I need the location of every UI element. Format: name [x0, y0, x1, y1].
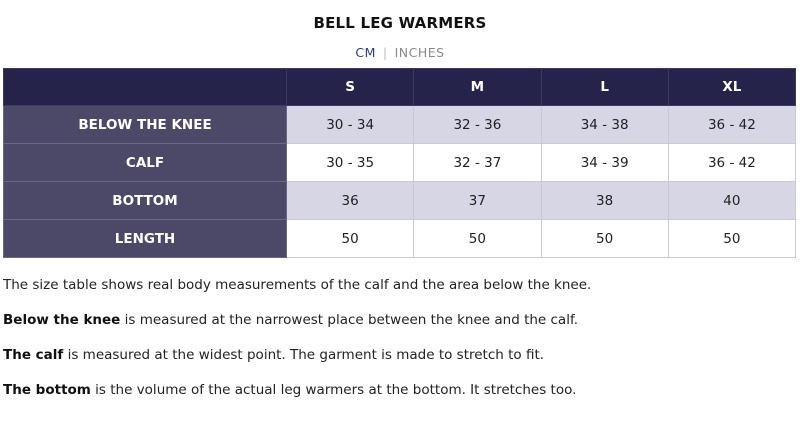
size-notes — [3, 276, 793, 416]
header-size-s: S — [287, 69, 414, 106]
unit-toggle — [0, 45, 800, 60]
table-cell: 50 — [414, 220, 541, 258]
row-label: LENGTH — [4, 220, 287, 258]
note-text: The size table shows real body measurements of the calf and the area below the knee. — [3, 277, 592, 293]
note-calf — [3, 346, 793, 381]
note-bold: The bottom — [3, 382, 91, 398]
row-label: BOTTOM — [4, 182, 287, 220]
size-table — [3, 68, 796, 258]
table-row — [4, 144, 796, 182]
table-cell: 34 - 38 — [541, 106, 668, 144]
table-cell: 36 - 42 — [668, 106, 795, 144]
note-text: is the volume of the actual leg warmers at the bottom. It stretches too. — [90, 382, 577, 398]
table-cell: 32 - 36 — [414, 106, 541, 144]
unit-separator: | — [382, 45, 388, 60]
note-intro — [3, 276, 793, 311]
note-below-knee — [3, 311, 793, 346]
table-cell: 30 - 35 — [287, 144, 414, 182]
table-row — [4, 220, 796, 258]
table-cell: 36 - 42 — [668, 144, 795, 182]
row-label: CALF — [4, 144, 287, 182]
header-size-l: L — [541, 69, 668, 106]
table-header-row — [4, 69, 796, 106]
table-cell: 34 - 39 — [541, 144, 668, 182]
table-cell: 50 — [287, 220, 414, 258]
table-cell: 36 — [287, 182, 414, 220]
note-bottom — [3, 381, 793, 416]
header-size-xl: XL — [668, 69, 795, 106]
unit-cm-tab[interactable]: CM — [355, 45, 376, 60]
row-label: BELOW THE KNEE — [4, 106, 287, 144]
table-row — [4, 106, 796, 144]
header-size-m: M — [414, 69, 541, 106]
table-cell: 40 — [668, 182, 795, 220]
table-cell: 38 — [541, 182, 668, 220]
note-text: is measured at the widest point. The garment is made to stretch to fit. — [63, 347, 545, 363]
table-cell: 50 — [541, 220, 668, 258]
note-bold: Below the knee — [3, 312, 121, 328]
table-cell: 30 - 34 — [287, 106, 414, 144]
table-row — [4, 182, 796, 220]
page-title: BELL LEG WARMERS — [313, 14, 487, 32]
table-cell: 32 - 37 — [414, 144, 541, 182]
table-cell: 50 — [668, 220, 795, 258]
unit-inches-tab[interactable]: INCHES — [394, 45, 445, 60]
header-corner-cell — [4, 69, 287, 106]
table-cell: 37 — [414, 182, 541, 220]
note-bold: The calf — [3, 347, 64, 363]
note-text: is measured at the narrowest place between the knee and the calf. — [120, 312, 579, 328]
